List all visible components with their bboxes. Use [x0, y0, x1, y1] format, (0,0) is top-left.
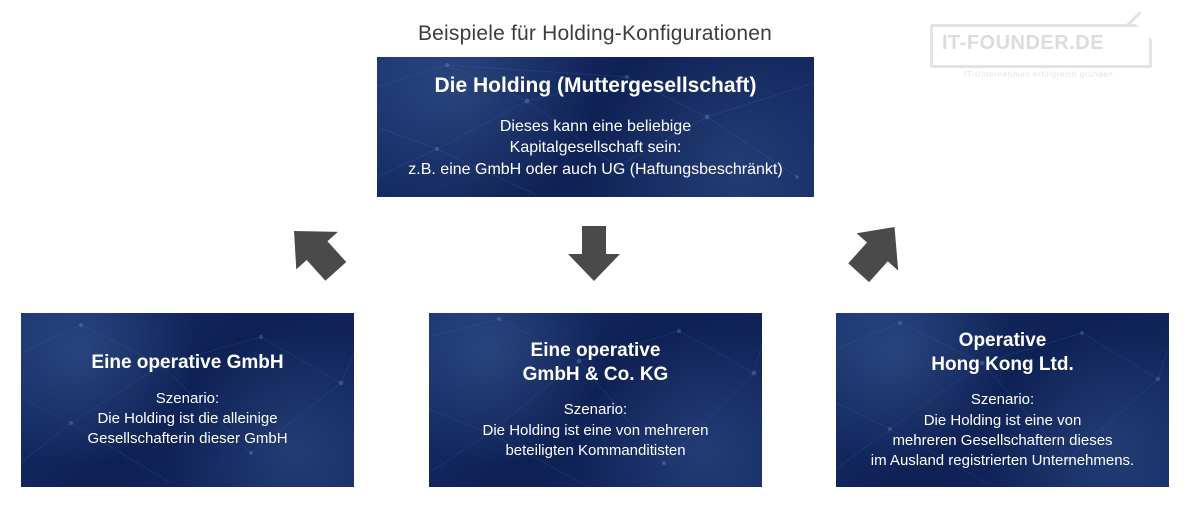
parent-box-title: Die Holding (Muttergesellschaft) [434, 74, 757, 98]
child-box-title [523, 339, 669, 387]
child-body-line: Die Holding ist die alleinige [97, 409, 278, 427]
child-body-line: Die Holding ist eine von [923, 411, 1082, 429]
child-box-body [87, 389, 287, 450]
child-body-line: Szenario: [970, 391, 1035, 409]
child-box-body [483, 400, 709, 461]
child-body-line: Szenario: [563, 401, 628, 419]
child-title-line: Operative [958, 329, 1047, 351]
child-box-body [871, 390, 1134, 471]
parent-body-line: Dieses kann eine beliebige [499, 117, 692, 135]
child-box-title [931, 329, 1073, 377]
child-title-line: Eine operative [530, 339, 661, 361]
child-body-line: mehreren Gesellschaftern dieses [892, 431, 1113, 449]
arrow-up-left-icon [284, 221, 350, 283]
child-body-line: Die Holding ist eine von mehreren [482, 421, 709, 439]
child-title-line: GmbH & Co. KG [522, 363, 669, 385]
page-title: Beispiele für Holding-Konfigurationen [417, 22, 773, 45]
watermark-text: IT-FOUNDER.DE [942, 32, 1105, 54]
child-body-line: Szenario: [155, 389, 220, 407]
parent-box-body [408, 116, 782, 181]
child-body-line: Gesellschafterin dieser GmbH [87, 430, 288, 447]
holding-parent-box [377, 57, 814, 197]
child-box-title [91, 351, 283, 375]
watermark-subtext: IT-Unternehmen erfolgreich gründen [964, 70, 1114, 79]
child-body-line: im Ausland registrierten Unternehmens. [870, 452, 1135, 469]
child-title-line: Hong Kong Ltd. [931, 353, 1074, 375]
watermark [930, 24, 1152, 86]
child-body-line: beteiligten Kommanditisten [505, 441, 686, 459]
child-title-line: Eine operative GmbH [91, 351, 284, 373]
child-box-hong-kong-ltd [836, 313, 1169, 487]
arrow-up-right-icon [843, 221, 909, 283]
parent-body-line: Kapitalgesellschaft sein: [509, 139, 682, 157]
parent-body-line: z.B. eine GmbH oder auch UG (Haftungsbeschränkt) [408, 160, 783, 178]
child-box-operative-gmbh [21, 313, 354, 487]
arrow-down-icon [567, 226, 621, 282]
child-box-gmbh-co-kg [429, 313, 762, 487]
